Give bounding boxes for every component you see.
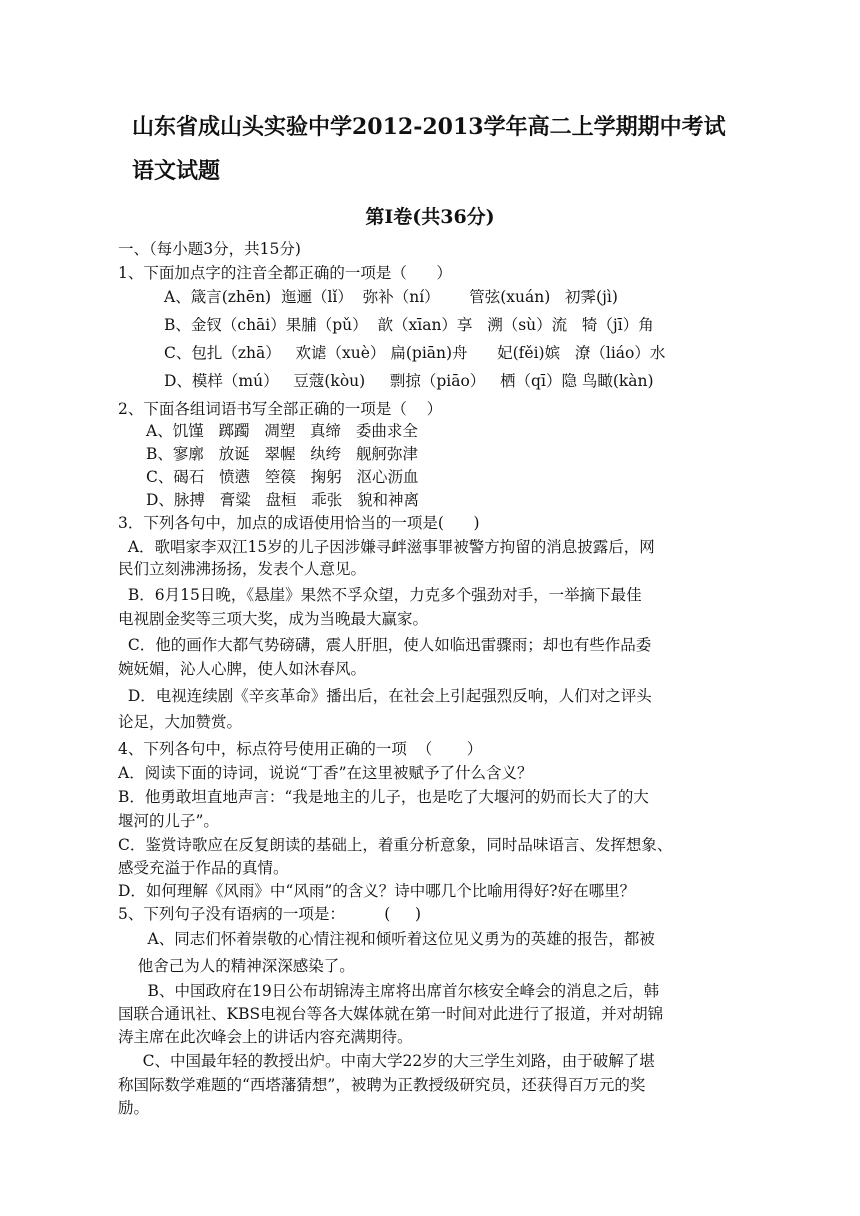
option-d-line: 论足，大加赞赏。 [118,713,243,731]
question-stem: 5、下列句子没有语病的一项是： ( ) [118,905,422,923]
option-b: B、金钗（chāi）果脯（pǔ） 歆（xīan）享 溯（sù）流 犄（jī）角 [164,316,654,334]
option-c-line: C．鉴赏诗歌应在反复朗读的基础上，着重分析意象，同时品味语言、发挥想象、 [118,836,673,854]
option-a: A、箴言(zhēn) 迤逦（lǐ） 弥补（ní） 管弦(xuán) 初霁(jì) [164,288,618,306]
option-d-line: D．电视连续剧《辛亥革命》播出后，在社会上引起强烈反响，人们对之评头 [118,687,652,705]
option-a-line: A．歌唱家李双江15岁的儿子因涉嫌寻衅滋事罪被警方拘留的消息披露后，网 [118,538,655,556]
option-a-line: 他舍己为人的精神深深感染了。 [118,957,355,975]
option-b-line: 电视剧金奖等三项大奖，成为当晚最大赢家。 [118,610,429,628]
option-c-line: C．他的画作大都气势磅礴，震人肝胆，使人如临迅雷骤雨；却也有些作品委 [118,636,652,654]
option-a: A．阅读下面的诗词，说说“丁香”在这里被赋予了什么含义？ [118,764,533,782]
option-b-line: 堰河的儿子”。 [118,812,219,830]
option-b: B、寥廓 放诞 翠幄 纨绔 舰舸弥津 [146,445,419,463]
question-stem: 4、下列各句中，标点符号使用正确的一项 （ ） [118,740,483,758]
question-stem: 2、下面各组词语书写全部正确的一项是（ ） [118,400,443,418]
option-a-line: 民们立刻沸沸扬扬，发表个人意见。 [118,560,367,578]
option-a: A、饥馑 踯躅 凋塑 真缔 委曲求全 [146,422,418,440]
question-stem: 1、下面加点字的注音全都正确的一项是（ ） [118,264,452,282]
option-b-line: B．6月15日晚，《悬崖》果然不孚众望，力克多个强劲对手，一举摘下最佳 [118,586,642,604]
option-b-line: B．他勇敢坦直地声言：“我是地主的儿子，也是吃了大堰河的奶而长大了的大 [118,788,649,806]
option-c: C、包扎（zhā） 欢谑（xuè） 扁(piān)舟 妃(fěi)嫔 潦（liáo）水 [164,344,666,362]
page-subtitle: 语文试题 [132,158,221,184]
section-heading: 一、（每小题3分，共15分) [118,240,301,258]
option-b-line: 国联合通讯社、KBS电视台等各大媒体就在第一时间对此进行了报道，并对胡锦 [118,1005,664,1023]
question-stem: 3．下列各句中，加点的成语使用恰当的一项是( ) [118,514,480,532]
volume-heading: 第Ⅰ卷(共36分) [365,206,495,228]
option-d: D、脉搏 膏粱 盘桓 乖张 貌和神离 [146,491,420,509]
option-d: D．如何理解《风雨》中“风雨”的含义？诗中哪几个比喻用得好?好在哪里？ [118,882,636,900]
option-d: D、模样（mú） 豆蔻(kòu) 剽掠（piāo） 栖（qī）隐 鸟瞰(kàn) [164,372,654,390]
option-c-line: 婉妩媚，沁人心脾，使人如沐春风。 [118,660,367,678]
option-b-line: 涛主席在此次峰会上的讲话内容充满期待。 [118,1028,413,1046]
option-c-line: 称国际数学难题的“西塔藩猜想”，被聘为正教授级研究员，还获得百万元的奖 [118,1076,646,1094]
option-c: C、碣石 愤懑 箜篌 掬躬 沤心沥血 [146,468,419,486]
option-b-line: B、中国政府在19日公布胡锦涛主席将出席首尔核安全峰会的消息之后，韩 [118,982,660,1000]
option-c-line: C、中国最年轻的教授出炉。中南大学22岁的大三学生刘路，由于破解了堪 [118,1052,655,1070]
page-title: 山东省成山头实验中学2012-2013学年高二上学期期中考试 [132,114,726,140]
option-a-line: A、同志们怀着崇敬的心情注视和倾听着这位见义勇为的英雄的报告，都被 [118,930,655,948]
option-c-line: 励。 [118,1099,150,1117]
option-c-line: 感受充溢于作品的真情。 [118,859,289,877]
